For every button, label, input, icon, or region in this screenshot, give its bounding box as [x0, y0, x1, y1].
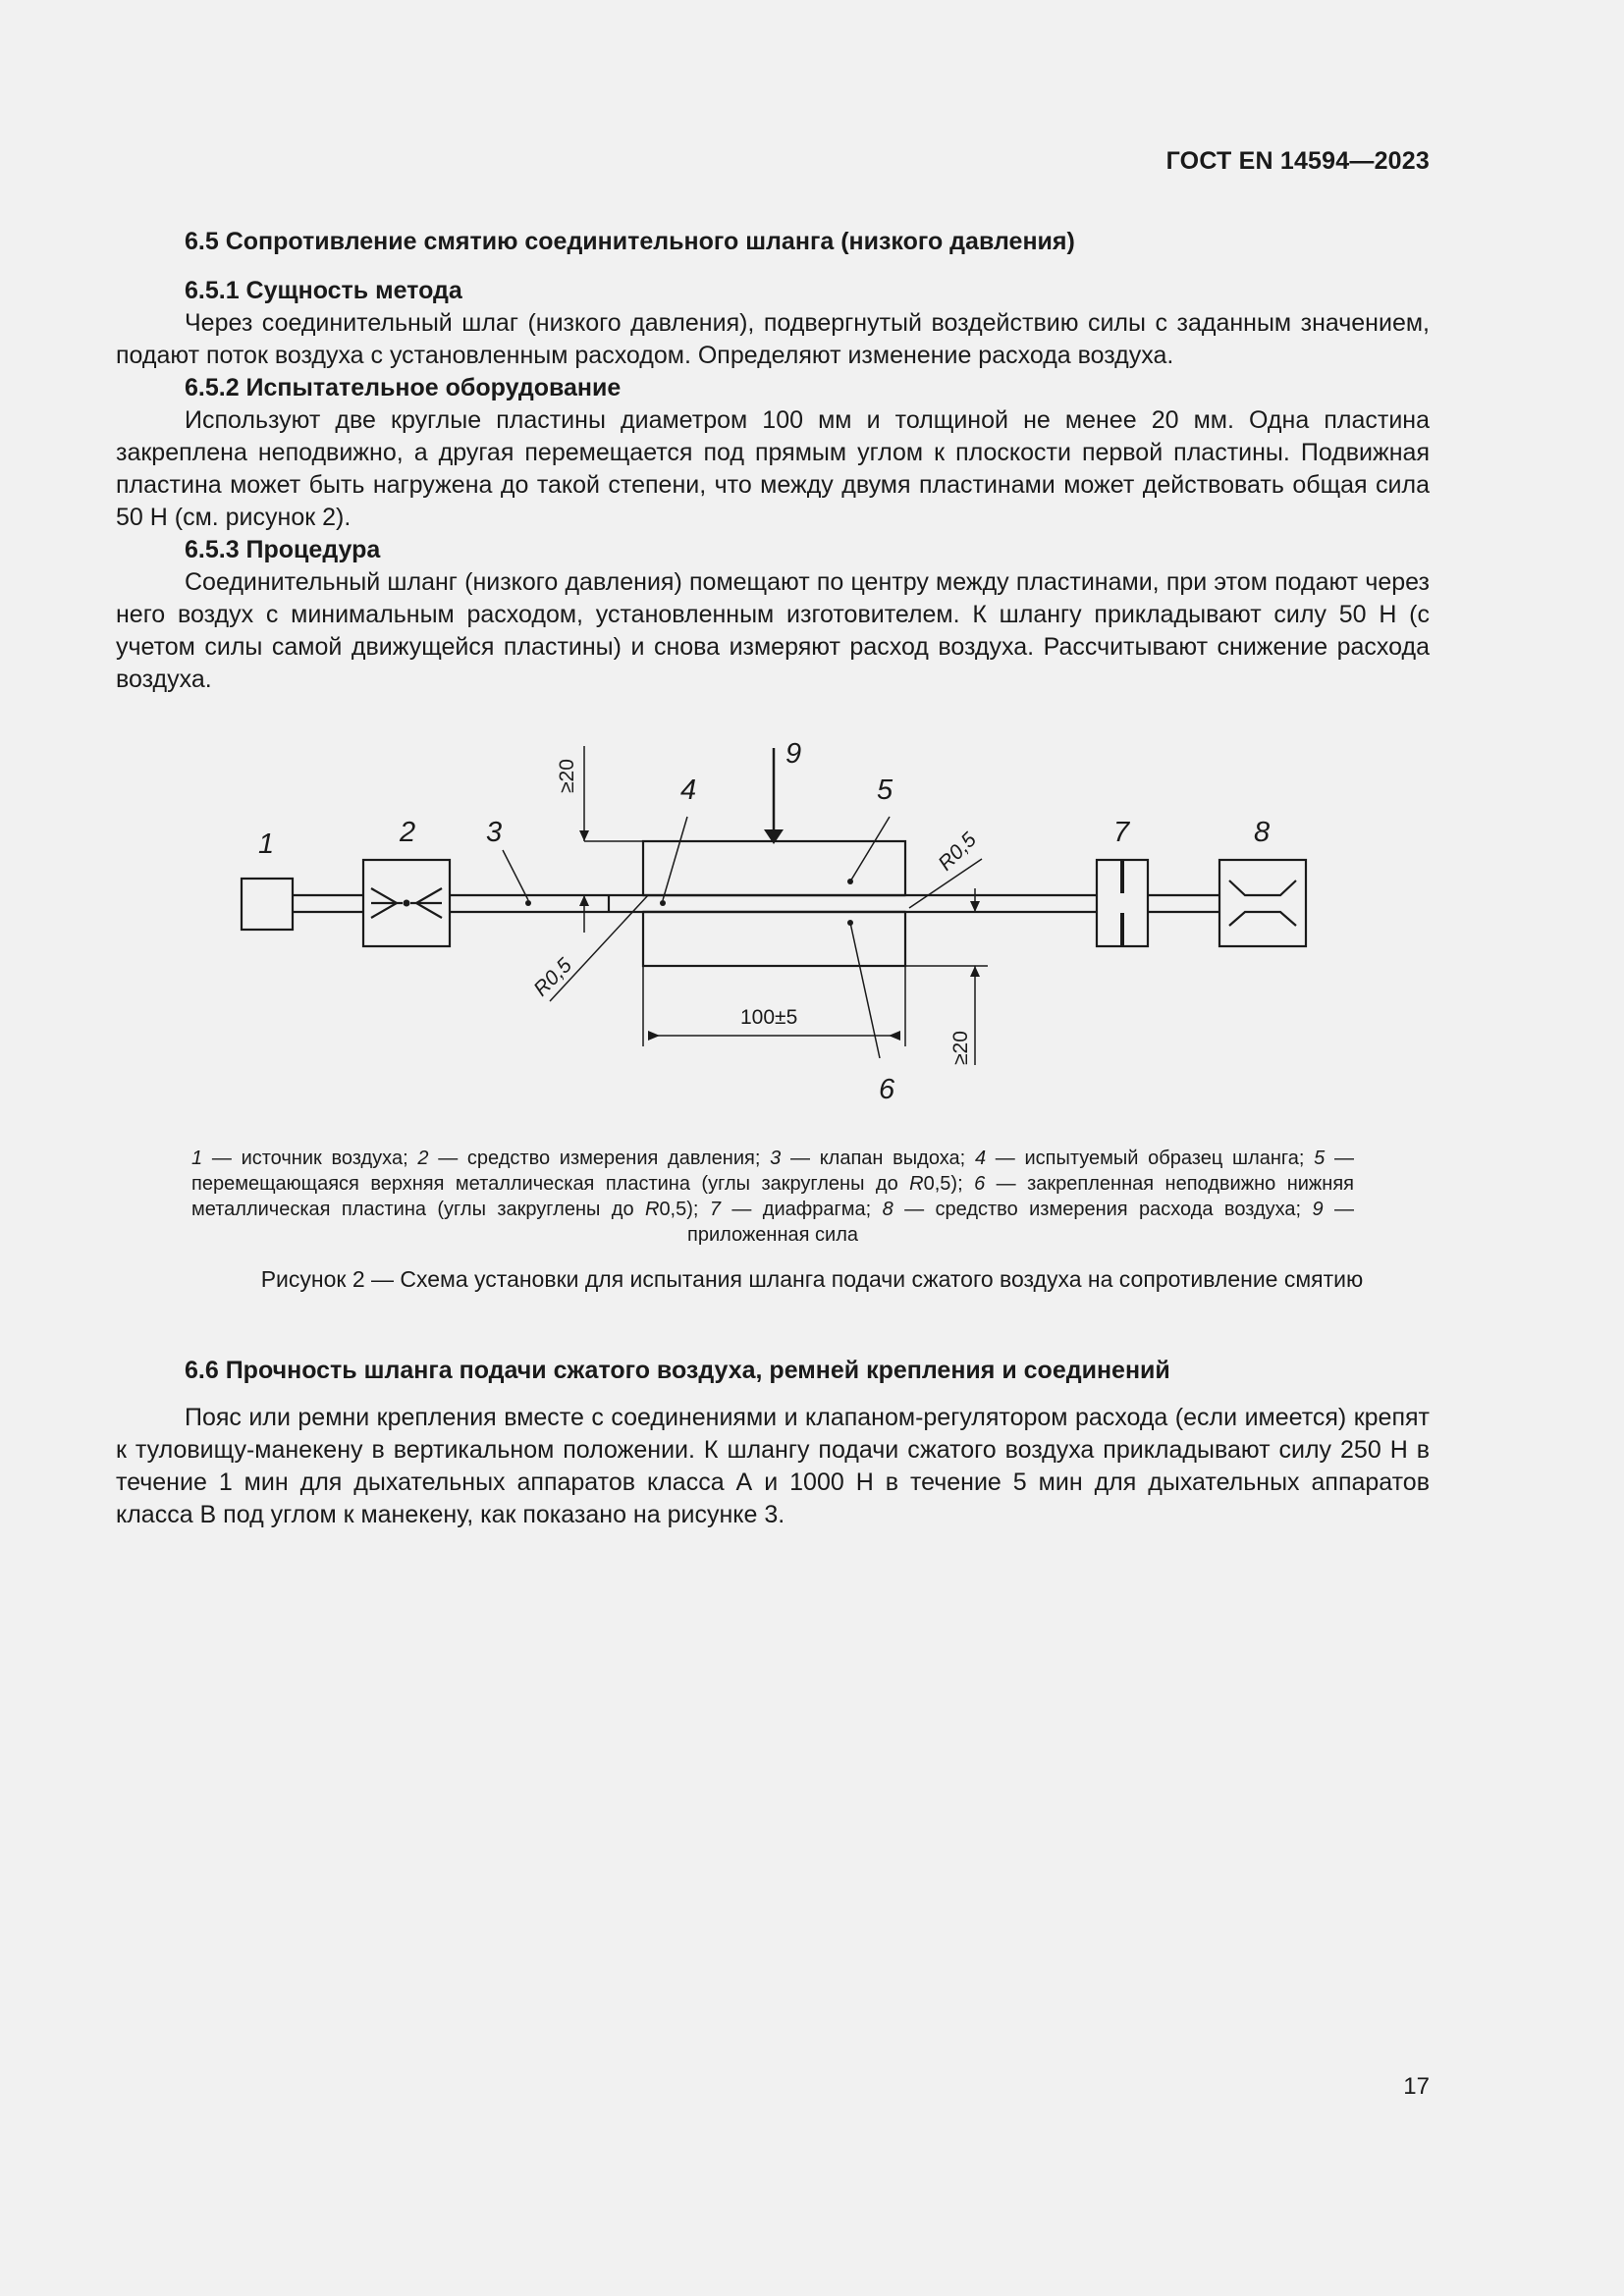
paragraph-6-5-3: Соединительный шланг (низкого давления) помещают по центру между пластинами, при этом подают через него воздух с минимальным расходом, установленным изготовителем. К шлангу прикладывают силу 50 Н (с учетом силы самой движущейся пластины) и снова измеряют расход воздуха. Рассчитывают снижение расхода воздуха.	[116, 568, 1430, 693]
label-7: 7	[1113, 817, 1130, 848]
legend-desc-4: — испытуемый образец шланга;	[986, 1148, 1315, 1169]
legend-desc-5: — перемещающаяся верхняя металлическая пластина (углы закруглены до	[191, 1148, 1355, 1195]
air-source-box	[242, 879, 293, 930]
legend-desc-6: — закрепленная неподвижно нижняя металлическая пластина (углы закруглены до	[191, 1173, 1354, 1220]
subsection-title-6-5-1: 6.5.1 Сущность метода	[185, 277, 462, 304]
legend-key-1: 1	[191, 1148, 203, 1169]
legend-desc-8: — средство измерения расхода воздуха;	[893, 1199, 1313, 1220]
label-8: 8	[1254, 817, 1271, 848]
lower-plate	[643, 912, 905, 966]
dim-ge20-top: ≥20	[556, 759, 578, 793]
dim-ge20-right: ≥20	[949, 1031, 972, 1065]
label-3: 3	[486, 817, 503, 848]
section-6-6-body	[116, 1402, 1430, 1531]
subsection-title-6-5-3: 6.5.3 Процедура	[185, 536, 381, 563]
label-2: 2	[400, 817, 416, 848]
label-5: 5	[877, 774, 893, 806]
legend-desc-7: — диафрагма;	[721, 1199, 883, 1220]
legend-desc-3: — клапан выдоха;	[781, 1148, 975, 1169]
subsection-title-6-5-2: 6.5.2 Испытательное оборудование	[185, 374, 622, 401]
figure-2-diagram	[0, 717, 1624, 1129]
section-6-5-body	[116, 275, 1430, 696]
dim-r05-bottom: R0,5	[529, 953, 576, 1001]
figure-caption: Рисунок 2 — Схема установки для испытания шланга подачи сжатого воздуха на сопротивление смятию	[260, 1266, 1364, 1292]
label-9: 9	[785, 738, 802, 770]
legend-desc-5b: 0,5);	[923, 1173, 975, 1195]
paragraph-6-5-2: Используют две круглые пластины диаметром 100 мм и толщиной не менее 20 мм. Одна пластина закреплена неподвижно, а другая перемещается под прямым углом к плоскости первой пластины. Подвижная пластина может быть нагружена до такой степени, что между двумя пластинами может действовать общая сила 50 Н (см. рисунок 2).	[116, 406, 1430, 531]
label-1: 1	[258, 828, 275, 860]
legend-key-7: 7	[709, 1199, 721, 1220]
paragraph-6-5-1: Через соединительный шлаг (низкого давления), подвергнутый воздействию силы с заданным значением, подают поток воздуха с установленным расходом. Определяют изменение расхода воздуха.	[116, 309, 1430, 369]
section-6-5	[116, 226, 1430, 258]
dim-r05-top: R0,5	[934, 828, 981, 876]
section-title-6-5: 6.5 Сопротивление смятию соединительного шланга (низкого давления)	[185, 228, 1075, 255]
legend-radius-1: R	[909, 1173, 924, 1195]
dim-width: 100±5	[740, 1006, 798, 1029]
label-4: 4	[680, 774, 697, 806]
figure-legend	[191, 1146, 1354, 1248]
paragraph-6-6: Пояс или ремни крепления вместе с соединениями и клапаном-регулятором расхода (если имеется) крепят к туловищу-манекену в вертикальном положении. К шлангу подачи сжатого воздуха прикладывают силу 250 Н в течение 1 мин для дыхательных аппаратов класса А и 1000 Н в течение 5 мин для дыхательных аппаратов класса В под углом к манекену, как показано на рисунке 3.	[116, 1404, 1430, 1528]
legend-desc-2: — средство измерения давления;	[428, 1148, 771, 1169]
legend-key-3: 3	[770, 1148, 782, 1169]
legend-key-6: 6	[974, 1173, 986, 1195]
legend-desc-1: — источник воздуха;	[202, 1148, 418, 1169]
page-number: 17	[1403, 2073, 1430, 2100]
legend-key-9: 9	[1312, 1199, 1324, 1220]
upper-plate	[643, 841, 905, 895]
legend-key-5: 5	[1314, 1148, 1326, 1169]
legend-desc-6b: 0,5);	[659, 1199, 710, 1220]
legend-desc-9: — приложенная сила	[687, 1199, 1355, 1246]
document-code: ГОСТ EN 14594—2023	[1165, 147, 1430, 175]
section-6-6	[116, 1355, 1430, 1387]
legend-key-4: 4	[974, 1148, 987, 1169]
legend-key-2: 2	[417, 1148, 429, 1169]
label-6: 6	[879, 1074, 895, 1105]
legend-key-8: 8	[882, 1199, 893, 1220]
flow-meter-box	[1219, 860, 1306, 946]
section-title-6-6: 6.6 Прочность шланга подачи сжатого воздуха, ремней крепления и соединений	[185, 1357, 1170, 1384]
legend-radius-2: R	[644, 1199, 660, 1220]
